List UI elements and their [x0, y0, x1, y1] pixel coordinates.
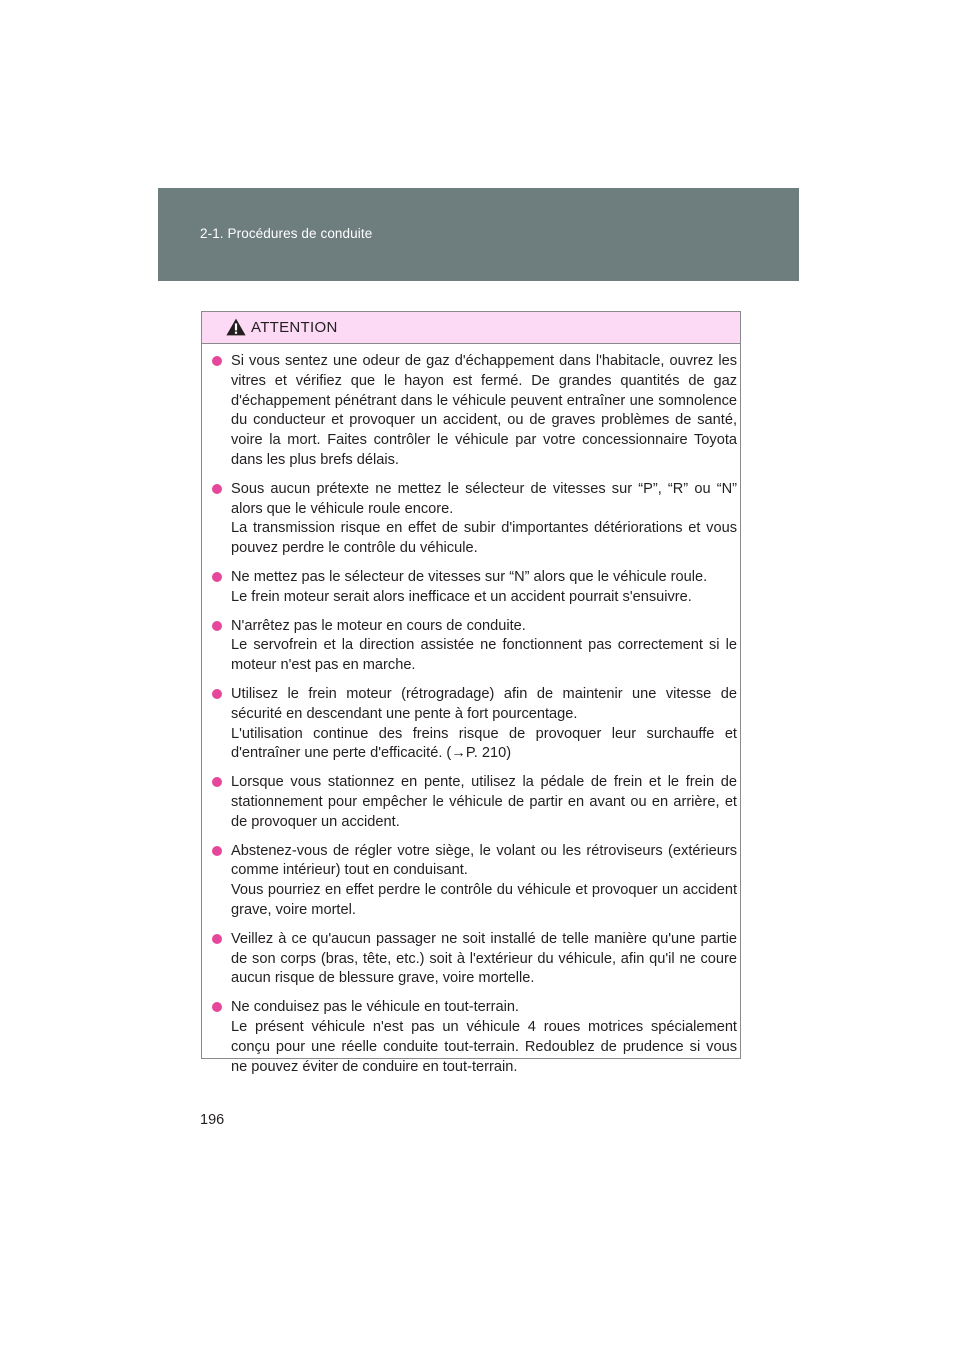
- bullet-dot-icon: [212, 777, 222, 787]
- warning-paragraph: N'arrêtez pas le moteur en cours de conduite.: [231, 617, 526, 634]
- warning-paragraph: L'utilisation continue des freins risque de provoquer leur surchauffe et d'entraîner une perte d'efficacité. (→P. 210): [231, 725, 737, 762]
- warning-item: [202, 617, 742, 676]
- warning-title: ATTENTION: [251, 319, 338, 336]
- warning-paragraph: Utilisez le frein moteur (rétrogradage) afin de maintenir une vitesse de sécurité en descendant une pente à fort pourcentage.: [231, 685, 737, 722]
- warning-paragraph: Le servofrein et la direction assistée ne fonctionnent pas correctement si le moteur n'est pas en marche.: [231, 637, 737, 674]
- warning-item: [202, 352, 742, 471]
- warning-item: [202, 685, 742, 764]
- warning-paragraph: Lorsque vous stationnez en pente, utilisez la pédale de frein et le frein de stationnement pour empêcher le véhicule de partir en avant ou en arrière, et de provoquer un accident.: [231, 774, 737, 830]
- warning-paragraph: Ne mettez pas le sélecteur de vitesses sur “N” alors que le véhicule roule.: [231, 568, 708, 585]
- warning-item: [202, 480, 742, 559]
- warning-header: [202, 312, 740, 344]
- warning-item: [202, 930, 742, 989]
- warning-triangle-icon: [226, 318, 246, 336]
- section-header-band: [158, 188, 799, 281]
- warning-item: [202, 568, 742, 608]
- bullet-dot-icon: [212, 621, 222, 631]
- bullet-dot-icon: [212, 689, 222, 699]
- warning-paragraph: Sous aucun prétexte ne mettez le sélecteur de vitesses sur “P”, “R” ou “N” alors que le véhicule roule encore.: [231, 480, 737, 517]
- warning-box: [201, 311, 741, 1075]
- warning-item: [202, 773, 742, 832]
- warning-paragraph: Vous pourriez en effet perdre le contrôle du véhicule et provoquer un accident grave, voire mortel.: [231, 882, 737, 918]
- bullet-dot-icon: [212, 1002, 222, 1012]
- bullet-dot-icon: [212, 484, 222, 494]
- warning-paragraph: Le frein moteur serait alors inefficace et un accident pourrait s'ensuivre.: [231, 588, 692, 605]
- warning-paragraph: Si vous sentez une odeur de gaz d'échappement dans l'habitacle, ouvrez les vitres et vérifiez que le hayon est fermé. De grandes quantités de gaz d'échappement pénétrant dans le véhicule peuvent entraîner une somnolence du conducteur et provoquer un accident, ou de graves problèmes de santé, voire la mort. Faites contrôler le véhicule par votre concessionnaire Toyota dans les plus brefs délais.: [231, 353, 737, 468]
- bullet-dot-icon: [212, 572, 222, 582]
- warning-paragraph: Ne conduisez pas le véhicule en tout-terrain.: [231, 999, 519, 1016]
- bullet-dot-icon: [212, 846, 222, 856]
- warning-item: [202, 998, 742, 1077]
- bullet-dot-icon: [212, 356, 222, 366]
- page-number: 196: [200, 1112, 225, 1128]
- warning-paragraph: Le présent véhicule n'est pas un véhicule 4 roues motrices spécialement conçu pour une réelle conduite tout-terrain. Redoublez de prudence si vous ne pouvez éviter de conduire en tout-terrain.: [231, 1018, 737, 1075]
- warning-paragraph: La transmission risque en effet de subir d'importantes détériorations et vous pouvez perdre le contrôle du véhicule.: [231, 520, 737, 557]
- warning-item: [202, 842, 742, 921]
- warning-paragraph: Veillez à ce qu'aucun passager ne soit installé de telle manière qu'une partie de son corps (bras, tête, etc.) soit à l'extérieur du véhicule, afin qu'il ne coure aucun risque de blessure grave, voire mortelle.: [231, 930, 737, 987]
- section-title: 2-1. Procédures de conduite: [200, 226, 373, 241]
- warning-paragraph: Abstenez-vous de régler votre siège, le volant ou les rétroviseurs (extérieurs comme intérieur) tout en conduisant.: [231, 842, 737, 879]
- warning-list: [202, 352, 742, 1086]
- bullet-dot-icon: [212, 934, 222, 944]
